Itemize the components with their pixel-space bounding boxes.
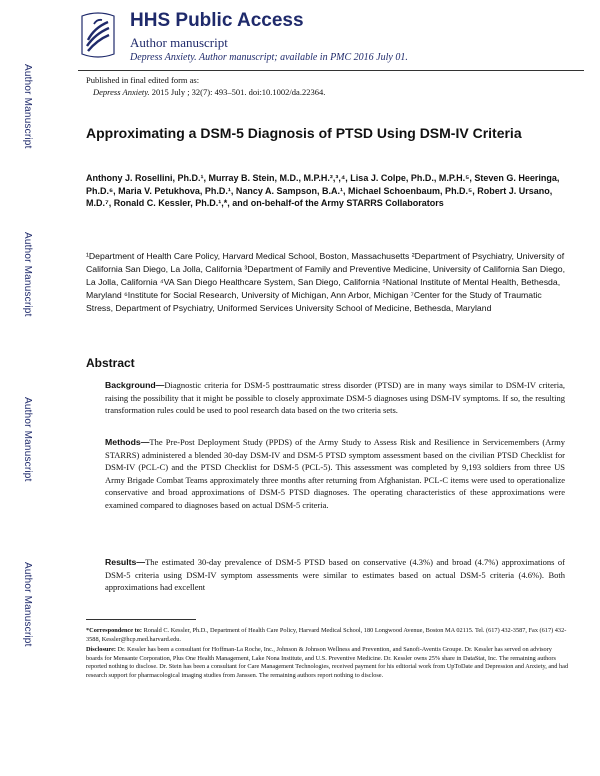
disclosure-footnote xyxy=(86,646,570,680)
methods-label: Methods— xyxy=(105,437,150,447)
methods-text: The Pre-Post Deployment Study (PPDS) of the Army Study to Assess Risk and Resilience in Servicemembers (Army STARRS) administered a blended 30-day DSM-IV and DSM-5 PTSD symptom assessment based on the civilian PTSD Checklist for DSM-IV (PCL-C) and the PTSD Checklist for DSM-5 (PCL-5). This assessment was completed by 9,193 soldiers from three US Army Brigade Combat Teams approximately three months after returning from Afghanistan. PCL-C items were used to operationalize conservative and broad approximations of DSM-5 PTSD diagnoses. The operating characteristics of these approximations were examined compared to diagnoses based on actual DSM-5 criteria. xyxy=(105,437,565,510)
citation-line xyxy=(86,86,325,98)
hhs-header xyxy=(78,8,578,68)
hhs-eagle-logo-icon xyxy=(78,10,118,60)
abstract-methods-paragraph xyxy=(105,436,565,512)
disclosure-text: Dr. Kessler has been a consultant for Hoffman-La Roche, Inc., Johnson & Johnson Wellness and Prevention, and Sanofi-Aventis Groupe. Dr. Kessler has served on advisory boards for Mensante Corporation, Plus One Health Management, Lake Nona Institute, and U.S. Preventive Medicine. Dr. Kessler owns 25% share in DataStat, Inc. The remaining authors reported nothing to disclose. Dr. Stein has been a consultant for Care Management Technologies, received payment for his editorial work from UpToDate and Depression and Anxiety, and had research support for pharmacological imaging studies from Janssen. The remaining authors report nothing to disclose. xyxy=(86,646,569,679)
affiliations: ¹Department of Health Care Policy, Harvard Medical School, Boston, Massachusetts ²Department of Psychiatry, University of California San Diego, La Jolla, California ³Department of Family and Preventive Medicine, University of California San Diego, La Jolla, California ⁴VA San Diego Healthcare System, San Diego, California ⁵National Institute of Mental Health, Bethesda, Maryland ⁶Institute for Social Research, University of Michigan, Ann Arbor, Michigan ⁷Center for the Study of Traumatic Stress, Department of Psychiatry, Uniformed Services University School of Medicine, Bethesda, Maryland xyxy=(86,251,566,313)
abstract-results-paragraph xyxy=(105,556,565,594)
correspondence-text: Ronald C. Kessler, Ph.D., Department of Health Care Policy, Harvard Medical School, 180 Longwood Avenue, Boston MA 02115. Tel. (617) 432-3587, Fax (617) 432-3588, Kessler@hcp.med.harvard.edu. xyxy=(86,627,567,643)
background-label: Background— xyxy=(105,380,165,390)
disclosure-label: Disclosure: xyxy=(86,646,116,653)
abstract-background-paragraph xyxy=(105,379,565,417)
footnote-divider xyxy=(86,619,196,620)
published-in-line: Published in final edited form as: xyxy=(86,75,200,85)
hhs-public-access-title: HHS Public Access xyxy=(130,10,304,31)
article-title: Approximating a DSM-5 Diagnosis of PTSD Using DSM-IV Criteria xyxy=(86,125,522,141)
correspondence-label: *Correspondence to: xyxy=(86,627,143,634)
results-label: Results— xyxy=(105,557,146,567)
journal-name: Depress Anxiety. xyxy=(93,87,150,97)
author-manuscript-subtitle: Author manuscript xyxy=(130,35,228,50)
author-manuscript-side-label: Author Manuscript xyxy=(22,232,33,317)
publication-info xyxy=(86,74,325,98)
background-text: Diagnostic criteria for DSM-5 posttraumatic stress disorder (PTSD) are in many ways similar to DSM-IV criteria, raising the possibility that it might be possible to closely approximate DSM-5 diagnoses using DSM-IV symptoms. If so, the resulting transformation rules could be used to pool research data based on the two criteria sets. xyxy=(105,380,565,416)
pmc-availability-note: Depress Anxiety. Author manuscript; available in PMC 2016 July 01. xyxy=(130,52,408,63)
author-manuscript-side-label: Author Manuscript xyxy=(22,397,33,482)
results-text: The estimated 30-day prevalence of DSM-5 PTSD based on conservative (4.3%) and broad (4.7%) approximations of DSM-5 criteria using DSM-IV symptom assessments were similar to estimates based on actual DSM-5 criteria (4.6%). Both approximations had excellent xyxy=(105,557,565,593)
header-divider xyxy=(78,70,584,71)
citation-details: 2015 July ; 32(7): 493–501. doi:10.1002/da.22364. xyxy=(149,87,326,97)
abstract-heading: Abstract xyxy=(86,356,135,370)
correspondence-footnote xyxy=(86,627,570,644)
author-manuscript-side-label: Author Manuscript xyxy=(22,64,33,149)
author-manuscript-side-label: Author Manuscript xyxy=(22,562,33,647)
author-list: Anthony J. Rosellini, Ph.D.¹, Murray B. Stein, M.D., M.P.H.²,³,⁴, Lisa J. Colpe, Ph.D., M.P.H.⁵, Steven G. Heeringa, Ph.D.⁶, Maria V. Petukhova, Ph.D.¹, Nancy A. Sampson, B.A.¹, Michael Schoenbaum, Ph.D.⁵, Robert J. Ursano, M.D.⁷, Ronald C. Kessler, Ph.D.¹,*, and on-behalf-of the Army STARRS Collaborators xyxy=(86,173,560,209)
